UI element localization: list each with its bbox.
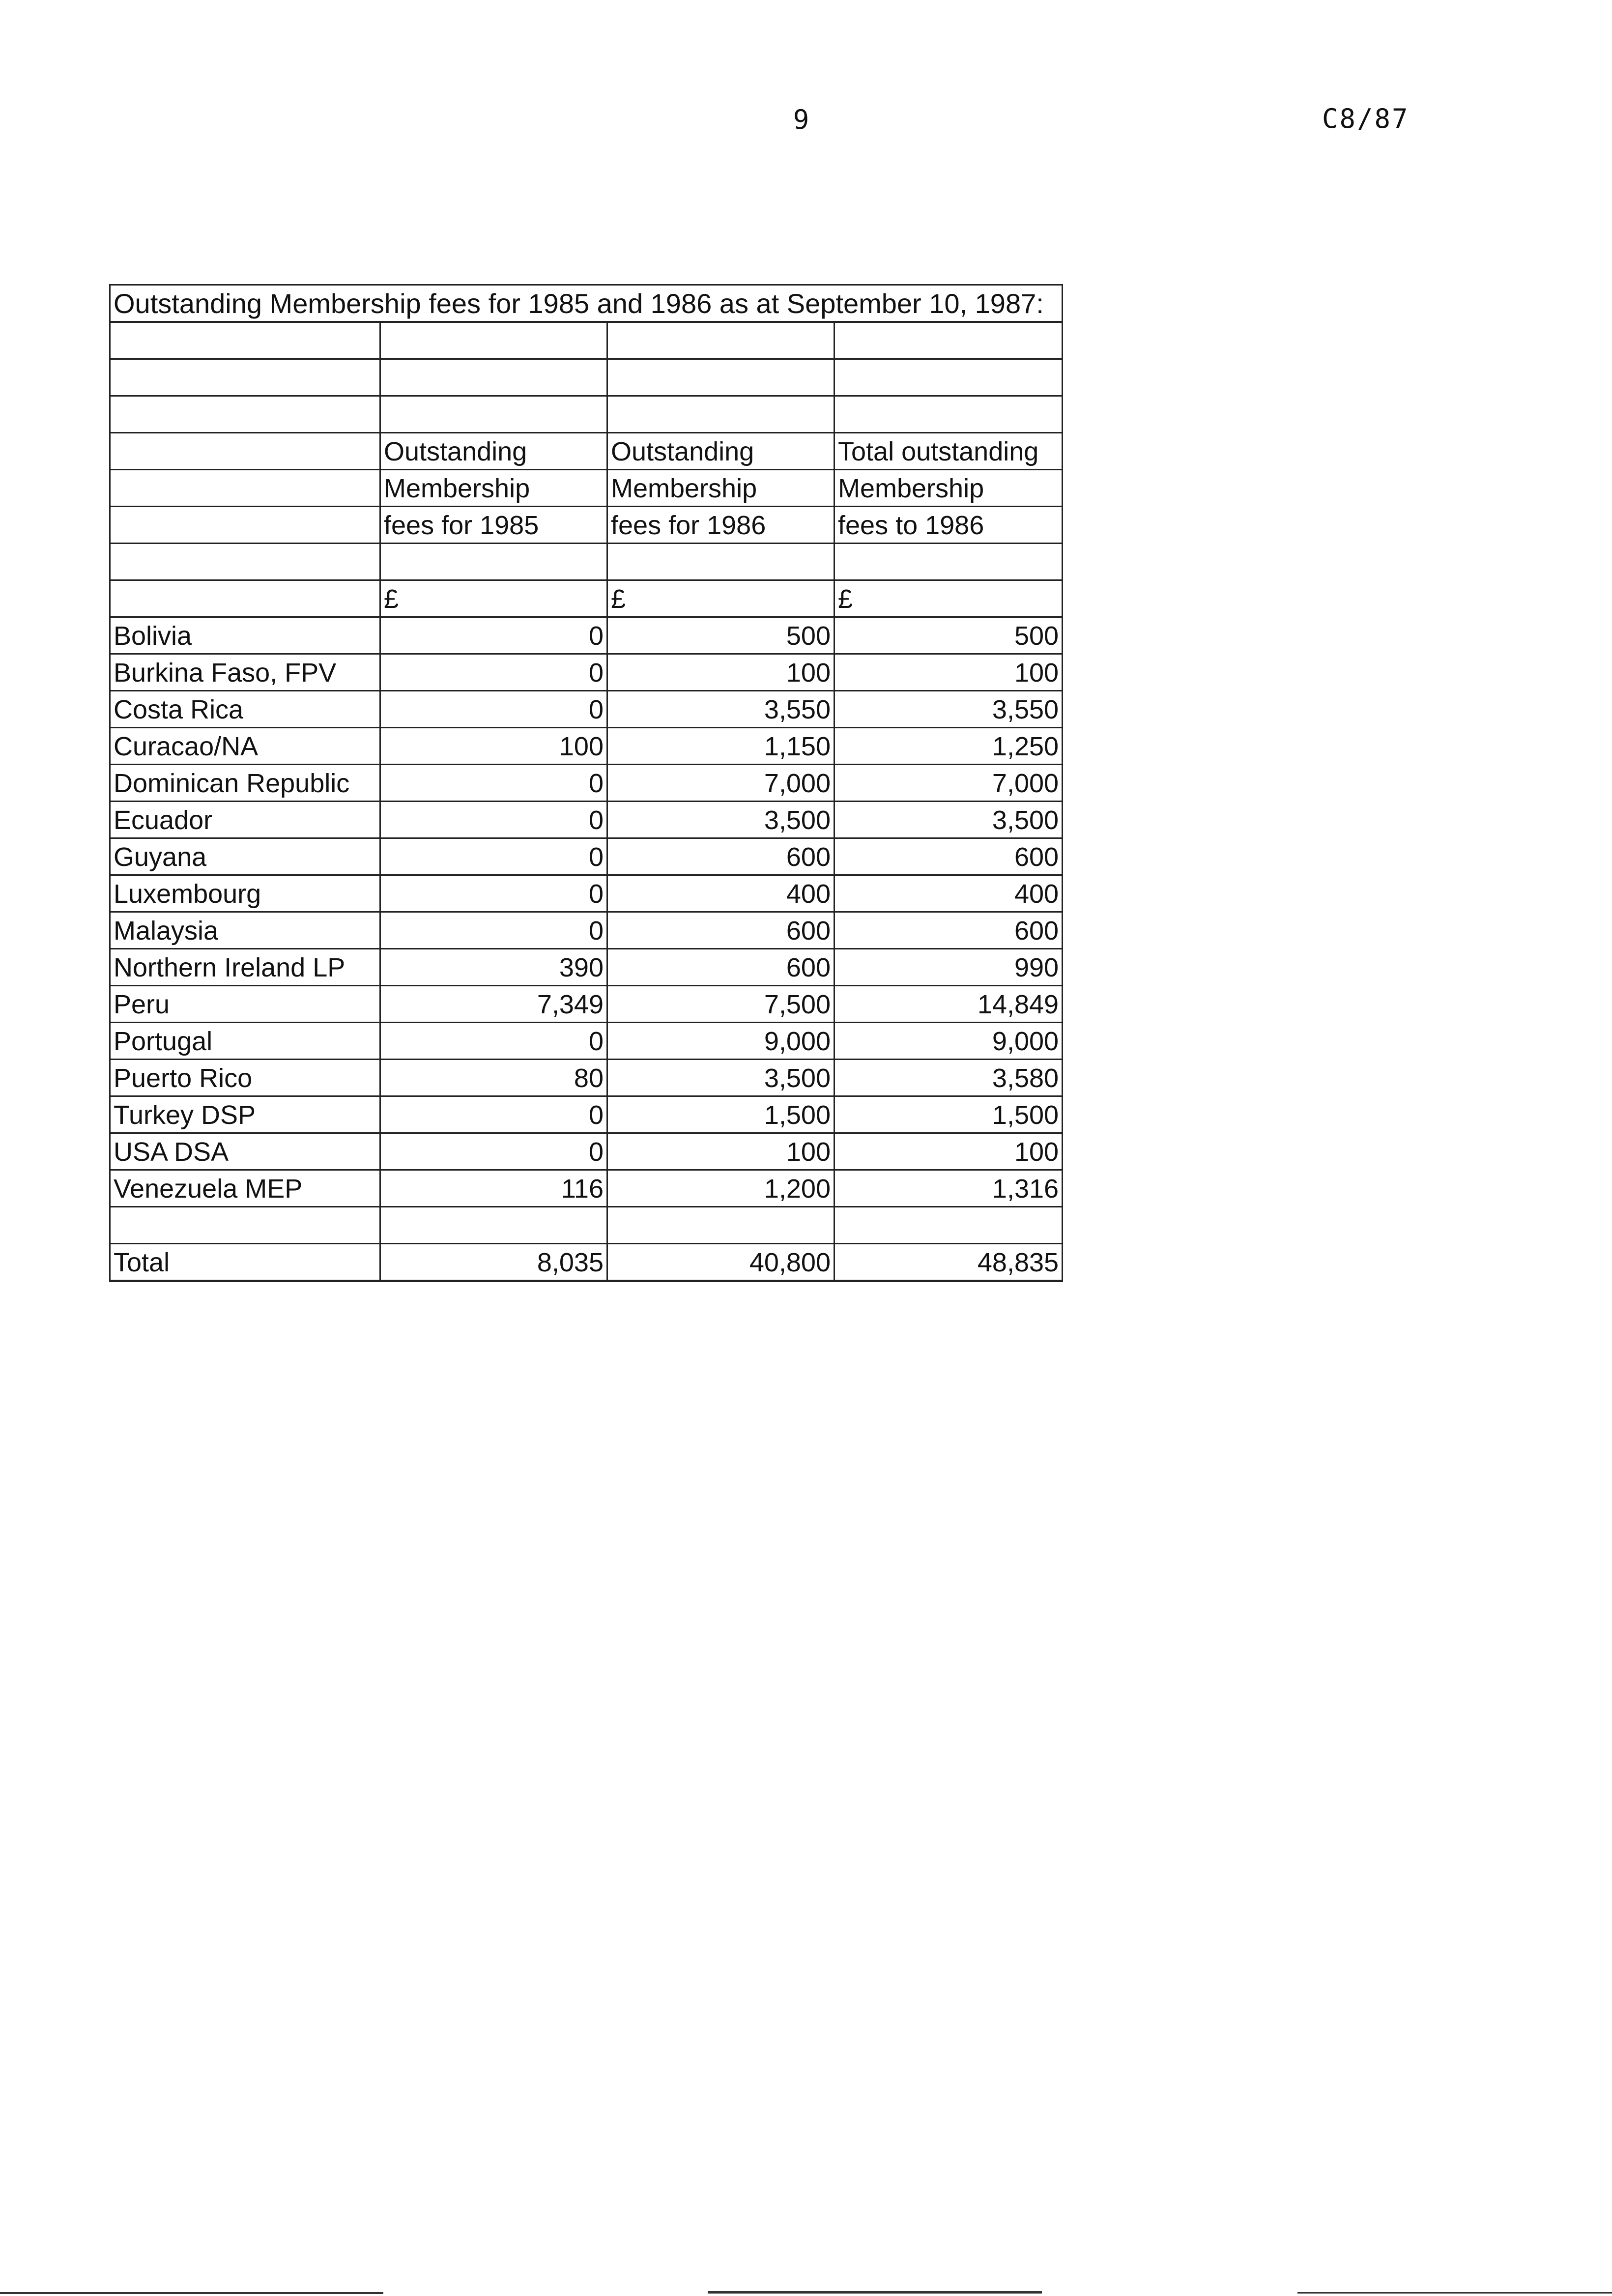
fees-1986: 600 [607,912,835,949]
table-row [110,802,1063,838]
fees-1986: 100 [607,1133,835,1170]
table-row [110,949,1063,986]
fees-1986: 3,500 [607,1060,835,1096]
col-1986-header-line2: Membership [607,470,835,507]
scan-line [0,2292,383,2294]
fees-total: 500 [835,617,1063,654]
fees-1986: 1,150 [607,728,835,765]
column-header-row-2 [110,470,1063,507]
country-name: Venezuela MEP [110,1170,380,1207]
fees-1985: 0 [380,1096,607,1133]
fees-1986: 100 [607,654,835,691]
col-total-header-line3: fees to 1986 [835,507,1063,544]
currency-unit-row [110,580,1063,617]
fees-1985: 0 [380,912,607,949]
total-fees-total: 48,835 [835,1244,1063,1281]
fees-1985: 0 [380,654,607,691]
blank-row [110,544,1063,580]
fees-1985: 116 [380,1170,607,1207]
table-row [110,986,1063,1023]
fees-total: 1,250 [835,728,1063,765]
scan-line [708,2291,1042,2294]
table-row [110,1023,1063,1060]
fees-1986: 600 [607,838,835,875]
column-header-row-3 [110,507,1063,544]
table-row [110,617,1063,654]
country-name: Guyana [110,838,380,875]
table-row [110,1096,1063,1133]
blank-row [110,1207,1063,1244]
fees-total: 1,500 [835,1096,1063,1133]
fees-1985: 0 [380,765,607,802]
fees-1986: 7,000 [607,765,835,802]
fees-1985: 0 [380,838,607,875]
col-total-unit: £ [835,580,1063,617]
table-row [110,1060,1063,1096]
scan-line [1297,2292,1612,2294]
total-label: Total [110,1244,380,1281]
country-name: Luxembourg [110,875,380,912]
total-fees-1986: 40,800 [607,1244,835,1281]
fees-total: 9,000 [835,1023,1063,1060]
blank-row [110,322,1063,359]
col-1985-header-line2: Membership [380,470,607,507]
fees-1985: 7,349 [380,986,607,1023]
total-row [110,1244,1063,1281]
page-number: 9 [793,104,809,135]
col-1985-unit: £ [380,580,607,617]
country-name: Peru [110,986,380,1023]
fees-1986: 3,550 [607,691,835,728]
table-row [110,765,1063,802]
country-name: USA DSA [110,1133,380,1170]
col-1985-header-line1: Outstanding [380,433,607,470]
blank-row [110,359,1063,396]
table-row [110,875,1063,912]
country-name: Curacao/NA [110,728,380,765]
fees-1985: 0 [380,875,607,912]
fees-total: 1,316 [835,1170,1063,1207]
fees-total: 600 [835,912,1063,949]
fees-total: 100 [835,1133,1063,1170]
col-total-header-line1: Total outstanding [835,433,1063,470]
col-total-header-line2: Membership [835,470,1063,507]
fees-total: 990 [835,949,1063,986]
fees-1985: 0 [380,617,607,654]
fees-1985: 0 [380,1133,607,1170]
country-name: Puerto Rico [110,1060,380,1096]
fees-total: 3,550 [835,691,1063,728]
column-header-row-1 [110,433,1063,470]
total-fees-1985: 8,035 [380,1244,607,1281]
fees-total: 3,500 [835,802,1063,838]
fees-1986: 600 [607,949,835,986]
table-row [110,728,1063,765]
table-title-row [110,285,1063,322]
fees-total: 14,849 [835,986,1063,1023]
fees-1986: 7,500 [607,986,835,1023]
fees-1985: 0 [380,802,607,838]
fees-1985: 390 [380,949,607,986]
country-name: Dominican Republic [110,765,380,802]
fees-1986: 9,000 [607,1023,835,1060]
fees-1985: 100 [380,728,607,765]
blank-row [110,396,1063,433]
fees-1985: 0 [380,1023,607,1060]
table-row [110,1170,1063,1207]
country-name: Portugal [110,1023,380,1060]
country-name: Costa Rica [110,691,380,728]
fees-1986: 500 [607,617,835,654]
col-1986-header-line1: Outstanding [607,433,835,470]
col-1986-header-line3: fees for 1986 [607,507,835,544]
fees-1986: 1,500 [607,1096,835,1133]
table-row [110,691,1063,728]
fees-total: 100 [835,654,1063,691]
country-name: Burkina Faso, FPV [110,654,380,691]
table-row [110,912,1063,949]
table-title: Outstanding Membership fees for 1985 and 1986 as at September 10, 1987: [110,285,1063,322]
country-name: Malaysia [110,912,380,949]
fees-1986: 1,200 [607,1170,835,1207]
fees-total: 3,580 [835,1060,1063,1096]
country-name: Northern Ireland LP [110,949,380,986]
col-1986-unit: £ [607,580,835,617]
fees-1986: 3,500 [607,802,835,838]
table-row [110,838,1063,875]
table-row [110,654,1063,691]
fees-1985: 0 [380,691,607,728]
country-name: Ecuador [110,802,380,838]
table-row [110,1133,1063,1170]
fees-total: 600 [835,838,1063,875]
document-reference: C8/87 [1322,103,1410,134]
fees-1985: 80 [380,1060,607,1096]
col-1985-header-line3: fees for 1985 [380,507,607,544]
outstanding-fees-table [109,284,1063,1282]
fees-total: 7,000 [835,765,1063,802]
fees-total: 400 [835,875,1063,912]
fees-1986: 400 [607,875,835,912]
country-name: Bolivia [110,617,380,654]
country-name: Turkey DSP [110,1096,380,1133]
